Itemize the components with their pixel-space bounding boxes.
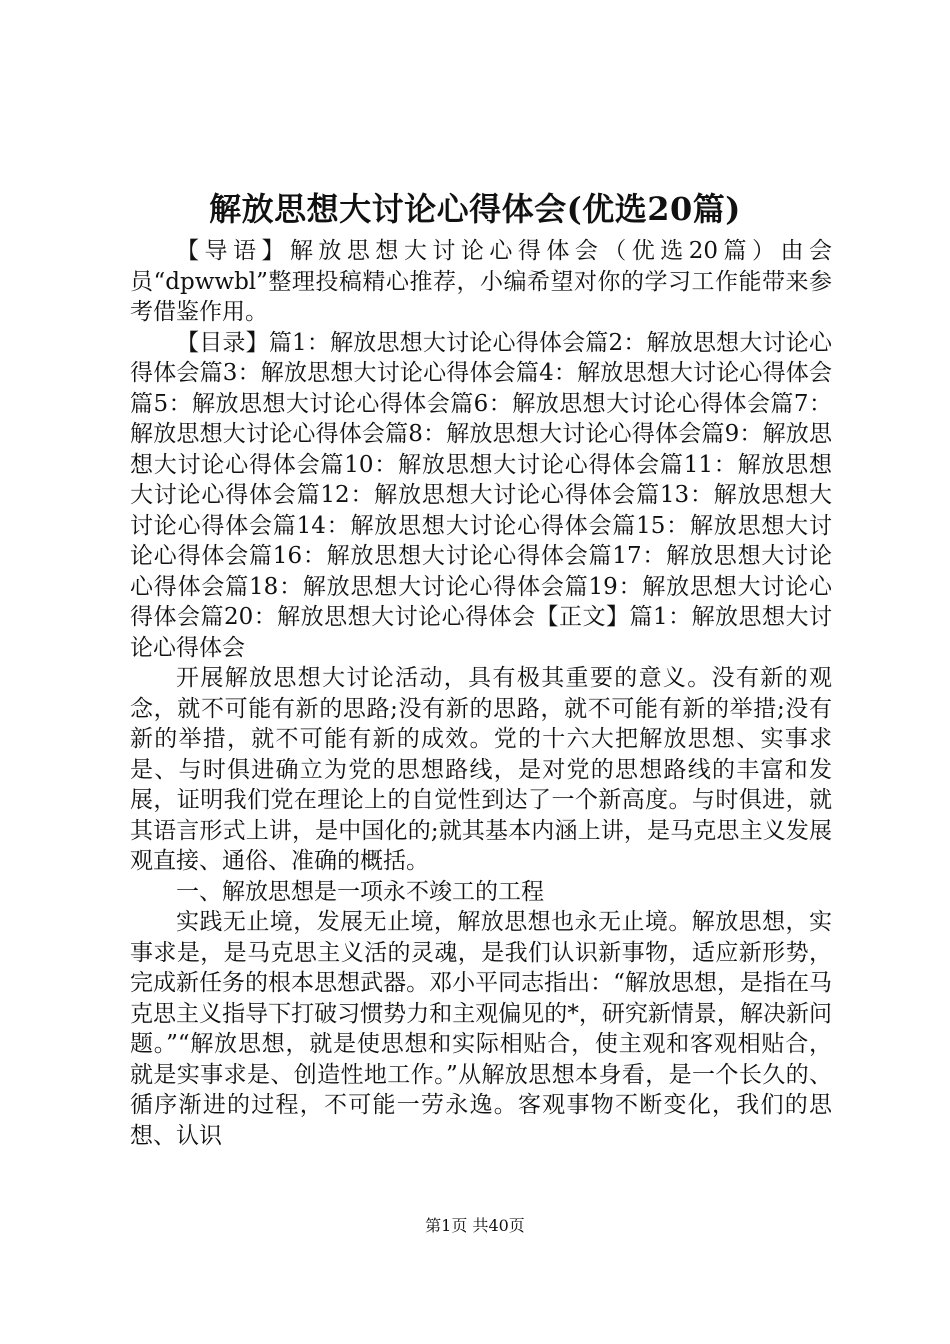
document-body: [130, 236, 832, 1151]
document-title: 解放思想大讨论心得体会(优选20篇): [209, 190, 741, 228]
section-heading: 一、解放思想是一项永不竣工的工程: [176, 878, 544, 905]
intro-paragraph: 【导语】解放思想大讨论心得体会（优选20篇）由会员“dpwwbl”整理投稿精心推荐，小编希望对你的学习工作能带来参考借鉴作用。: [130, 238, 832, 325]
table-of-contents-paragraph: 【目录】篇1：解放思想大讨论心得体会篇2：解放思想大讨论心得体会篇3：解放思想大讨论心得体会篇4：解放思想大讨论心得体会篇5：解放思想大讨论心得体会篇6：解放思想大讨论心得体会篇7：解放思想大讨论心得体会篇8：解放思想大讨论心得体会篇9：解放思想大讨论心得体会篇10：解放思想大讨论心得体会篇11：解放思想大讨论心得体会篇12：解放思想大讨论心得体会篇13：解放思想大讨论心得体会篇14：解放思想大讨论心得体会篇15：解放思想大讨论心得体会篇16：解放思想大讨论心得体会篇17：解放思想大讨论心得体会篇18：解放思想大讨论心得体会篇19：解放思想大讨论心得体会篇20：解放思想大讨论心得体会【正文】篇1：解放思想大讨论心得体会: [130, 329, 832, 661]
body-paragraph: 实践无止境，发展无止境，解放思想也永无止境。解放思想，实事求是，是马克思主义活的灵魂，是我们认识新事物，适应新形势，完成新任务的根本思想武器。邓小平同志指出：“解放思想，是指在马克思主义指导下打破习惯势力和主观偏见的*，研究新情景，解决新问题。”“解放思想，就是使思想和实际相贴合，使主观和客观相贴合，就是实事求是、创造性地工作。”从解放思想本身看，是一个长久的、循序渐进的过程，不可能一劳永逸。客观事物不断变化，我们的思想、认识: [130, 909, 832, 1149]
body-paragraph: 开展解放思想大讨论活动，具有极其重要的意义。没有新的观念，就不可能有新的思路;没有新的思路，就不可能有新的举措;没有新的举措，就不可能有新的成效。党的十六大把解放思想、实事求是、与时俱进确立为党的思想路线，是对党的思想路线的丰富和发展，证明我们党在理论上的自觉性到达了一个新高度。与时俱进，就其语言形式上讲，是中国化的;就其基本内涵上讲，是马克思主义发展观直接、通俗、准确的概括。: [130, 665, 832, 874]
page-footer: 第1页 共40页: [425, 1216, 525, 1235]
